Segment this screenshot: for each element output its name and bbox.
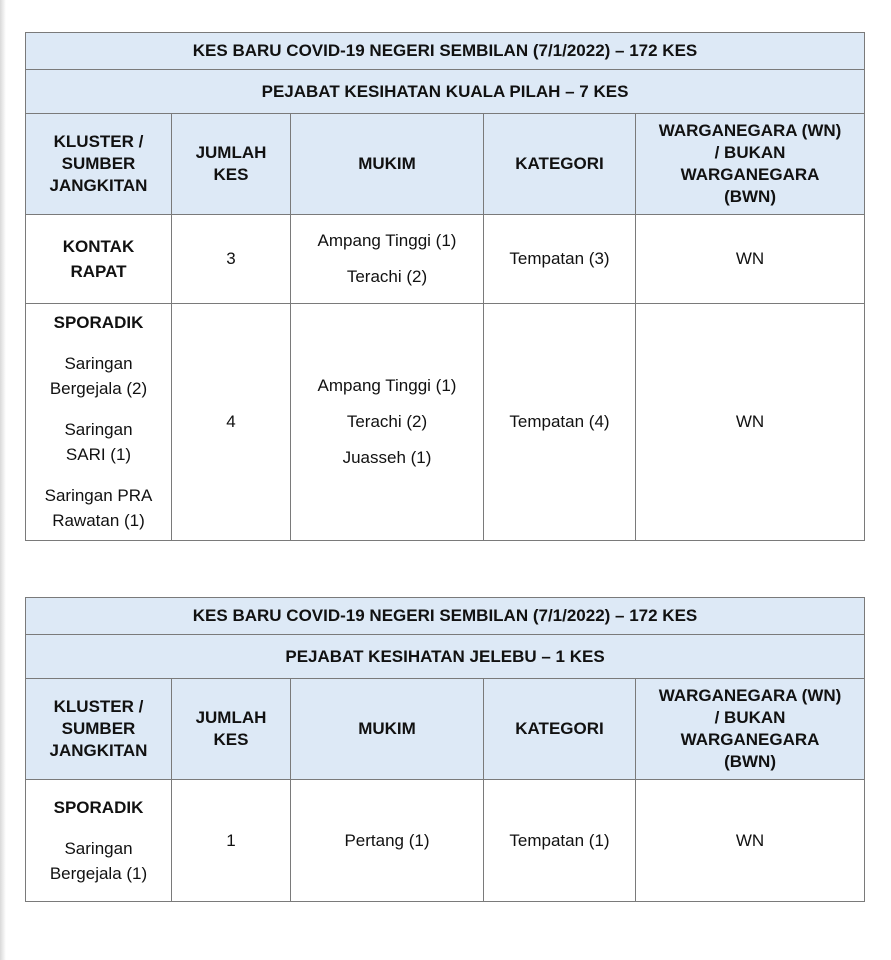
jelebu-case-table <box>25 597 865 902</box>
column-header-row <box>26 679 865 780</box>
header-count: JUMLAH KES <box>172 679 291 780</box>
header-cluster: KLUSTER / SUMBER JANGKITAN <box>26 114 172 215</box>
kategori-cell: Tempatan (4) <box>484 304 636 541</box>
office-row <box>26 70 865 114</box>
count-cell: 1 <box>172 780 291 902</box>
page-edge-shadow <box>0 0 6 960</box>
count-cell: 4 <box>172 304 291 541</box>
table-title-row <box>26 33 865 70</box>
column-header-row <box>26 114 865 215</box>
office-row <box>26 635 865 679</box>
header-citizen: WARGANEGARA (WN) / BUKAN WARGANEGARA (BWN) <box>636 114 865 215</box>
table-title: KES BARU COVID-19 NEGERI SEMBILAN (7/1/2022) – 172 KES <box>26 598 865 635</box>
office-title: PEJABAT KESIHATAN KUALA PILAH – 7 KES <box>26 70 865 114</box>
mukim-cell: Ampang Tinggi (1) Terachi (2) Juasseh (1) <box>291 304 484 541</box>
table-row <box>26 780 865 902</box>
header-citizen: WARGANEGARA (WN) / BUKAN WARGANEGARA (BWN) <box>636 679 865 780</box>
cluster-cell: KONTAK RAPAT <box>26 215 172 304</box>
header-count: JUMLAH KES <box>172 114 291 215</box>
header-mukim: MUKIM <box>291 679 484 780</box>
table-title: KES BARU COVID-19 NEGERI SEMBILAN (7/1/2022) – 172 KES <box>26 33 865 70</box>
citizen-cell: WN <box>636 215 865 304</box>
kategori-cell: Tempatan (1) <box>484 780 636 902</box>
cluster-cell: SPORADIK Saringan Bergejala (1) <box>26 780 172 902</box>
kategori-cell: Tempatan (3) <box>484 215 636 304</box>
header-kategori: KATEGORI <box>484 114 636 215</box>
kuala-pilah-case-table <box>25 32 865 541</box>
count-cell: 3 <box>172 215 291 304</box>
mukim-cell: Pertang (1) <box>291 780 484 902</box>
table-title-row <box>26 598 865 635</box>
header-kategori: KATEGORI <box>484 679 636 780</box>
cluster-cell: SPORADIK Saringan Bergejala (2) Saringan SARI (1) Saringan PRA Rawatan (1) <box>26 304 172 541</box>
table-row <box>26 304 865 541</box>
header-mukim: MUKIM <box>291 114 484 215</box>
header-cluster: KLUSTER / SUMBER JANGKITAN <box>26 679 172 780</box>
office-title: PEJABAT KESIHATAN JELEBU – 1 KES <box>26 635 865 679</box>
mukim-cell: Ampang Tinggi (1) Terachi (2) <box>291 215 484 304</box>
table-row <box>26 215 865 304</box>
citizen-cell: WN <box>636 780 865 902</box>
citizen-cell: WN <box>636 304 865 541</box>
